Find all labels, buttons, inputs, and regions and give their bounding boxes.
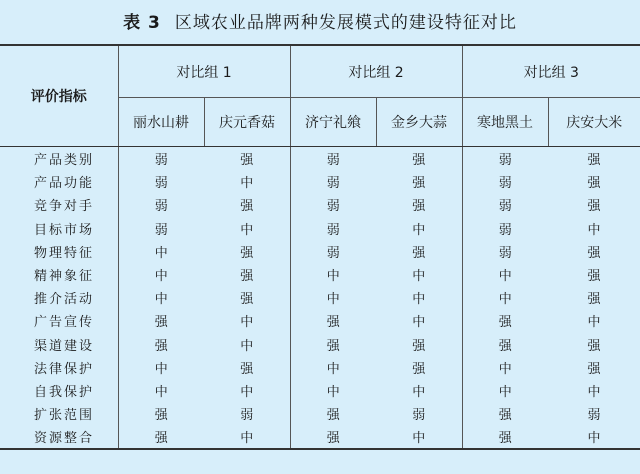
rating-cell: 中 [412, 292, 426, 308]
indicator-cell: 资源整合 [0, 425, 118, 449]
rating-cell: 中 [240, 222, 254, 238]
rating-cell: 中 [376, 425, 462, 449]
rating-cell: 中 [587, 222, 601, 238]
rating-cell: 中 [462, 263, 548, 286]
rating-cell: 中 [240, 176, 254, 192]
table-body [0, 147, 640, 450]
rating-cell: 中 [290, 356, 376, 379]
rating-cell: 中 [240, 315, 254, 331]
rating-cell: 强 [587, 199, 601, 215]
rating-cell: 强 [240, 361, 254, 377]
table-row [0, 240, 640, 263]
rating-cell: 强 [290, 402, 376, 425]
rating-cell: 中 [290, 379, 376, 402]
rating-cell: 弱 [412, 408, 426, 424]
rating-cell: 中 [548, 425, 640, 449]
rating-cell: 弱 [154, 176, 168, 192]
indicator-cell: 竞争对手 [0, 193, 118, 216]
group-header-1: 对比组 1 [118, 45, 290, 98]
rating-cell: 强 [587, 245, 601, 261]
rating-cell: 弱 [240, 408, 254, 424]
rating-cell: 弱 [462, 170, 548, 193]
indicator-cell: 推介活动 [0, 286, 118, 309]
rating-cell: 中 [412, 315, 426, 331]
rating-cell: 弱 [290, 193, 376, 216]
rating-cell: 中 [154, 384, 168, 400]
table-title [0, 8, 640, 33]
indicator-cell: 扩张范围 [0, 402, 118, 425]
rating-cell: 强 [587, 292, 601, 308]
rating-cell: 强 [412, 199, 426, 215]
table-row [0, 147, 640, 171]
rating-cell: 强 [154, 315, 168, 331]
indicator-cell: 产品功能 [0, 170, 118, 193]
rating-cell: 中 [412, 222, 426, 238]
rating-cell: 中 [290, 286, 376, 309]
table-row [0, 425, 640, 449]
rating-cell: 弱 [462, 217, 548, 240]
indicator-cell: 产品类别 [0, 147, 118, 171]
rating-cell: 强 [587, 153, 601, 169]
rating-cell: 强 [412, 176, 426, 192]
table-row [0, 333, 640, 356]
table-row [0, 356, 640, 379]
table-row [0, 193, 640, 216]
rating-cell: 中 [290, 263, 376, 286]
rating-cell: 弱 [290, 170, 376, 193]
rating-cell: 中 [587, 315, 601, 331]
rating-cell: 弱 [290, 147, 376, 171]
brand-header: 济宁礼飨 [290, 98, 376, 147]
rating-cell: 弱 [154, 222, 168, 238]
group-header-2: 对比组 2 [290, 45, 462, 98]
rating-cell: 中 [412, 269, 426, 285]
rating-cell: 中 [154, 292, 168, 308]
indicator-cell: 广告宣传 [0, 309, 118, 332]
rating-cell: 中 [462, 379, 548, 402]
indicator-cell: 精神象征 [0, 263, 118, 286]
row-header: 评价指标 [0, 45, 118, 147]
rating-cell: 强 [587, 176, 601, 192]
rating-cell: 中 [587, 384, 601, 400]
group-header-3: 对比组 3 [462, 45, 640, 98]
rating-cell: 强 [240, 245, 254, 261]
rating-cell: 强 [462, 309, 548, 332]
rating-cell: 强 [412, 153, 426, 169]
indicator-cell: 渠道建设 [0, 333, 118, 356]
rating-cell: 强 [462, 425, 548, 449]
rating-cell: 强 [587, 338, 601, 354]
rating-cell: 弱 [154, 153, 168, 169]
rating-cell: 弱 [290, 240, 376, 263]
rating-cell: 弱 [290, 217, 376, 240]
rating-cell: 强 [154, 408, 168, 424]
table-number: 表 3 [123, 13, 161, 33]
rating-cell: 强 [240, 269, 254, 285]
rating-cell: 强 [412, 361, 426, 377]
rating-cell: 中 [154, 245, 168, 261]
rating-cell: 强 [587, 269, 601, 285]
table-caption: 区域农业品牌两种发展模式的建设特征对比 [174, 13, 517, 33]
rating-cell: 弱 [462, 147, 548, 171]
brand-header: 寒地黑土 [462, 98, 548, 147]
indicator-cell: 法律保护 [0, 356, 118, 379]
rating-cell: 强 [290, 333, 376, 356]
table-row [0, 309, 640, 332]
rating-cell: 中 [412, 384, 426, 400]
brand-header: 庆元香菇 [204, 98, 290, 147]
rating-cell: 中 [240, 338, 254, 354]
indicator-cell: 物理特征 [0, 240, 118, 263]
rating-cell: 强 [462, 402, 548, 425]
rating-cell: 中 [204, 425, 290, 449]
rating-cell: 强 [240, 153, 254, 169]
table-row [0, 379, 640, 402]
rating-cell: 强 [240, 199, 254, 215]
rating-cell: 强 [290, 425, 376, 449]
rating-cell: 弱 [154, 199, 168, 215]
rating-cell: 弱 [587, 408, 601, 424]
rating-cell: 强 [154, 338, 168, 354]
rating-cell: 弱 [462, 193, 548, 216]
brand-header: 庆安大米 [548, 98, 640, 147]
table-row [0, 217, 640, 240]
indicator-cell: 自我保护 [0, 379, 118, 402]
table-row [0, 263, 640, 286]
rating-cell: 中 [154, 361, 168, 377]
table-row [0, 170, 640, 193]
table-row [0, 402, 640, 425]
rating-cell: 强 [412, 338, 426, 354]
rating-cell: 强 [587, 361, 601, 377]
table-row [0, 286, 640, 309]
rating-cell: 中 [462, 356, 548, 379]
rating-cell: 强 [462, 333, 548, 356]
rating-cell: 弱 [462, 240, 548, 263]
rating-cell: 强 [240, 292, 254, 308]
rating-cell: 中 [462, 286, 548, 309]
brand-header: 丽水山耕 [118, 98, 204, 147]
group-header-row [0, 45, 640, 98]
rating-cell: 中 [240, 384, 254, 400]
rating-cell: 强 [412, 245, 426, 261]
rating-cell: 强 [118, 425, 204, 449]
rating-cell: 强 [290, 309, 376, 332]
comparison-table [0, 44, 640, 450]
indicator-cell: 目标市场 [0, 217, 118, 240]
rating-cell: 中 [154, 269, 168, 285]
brand-header: 金乡大蒜 [376, 98, 462, 147]
